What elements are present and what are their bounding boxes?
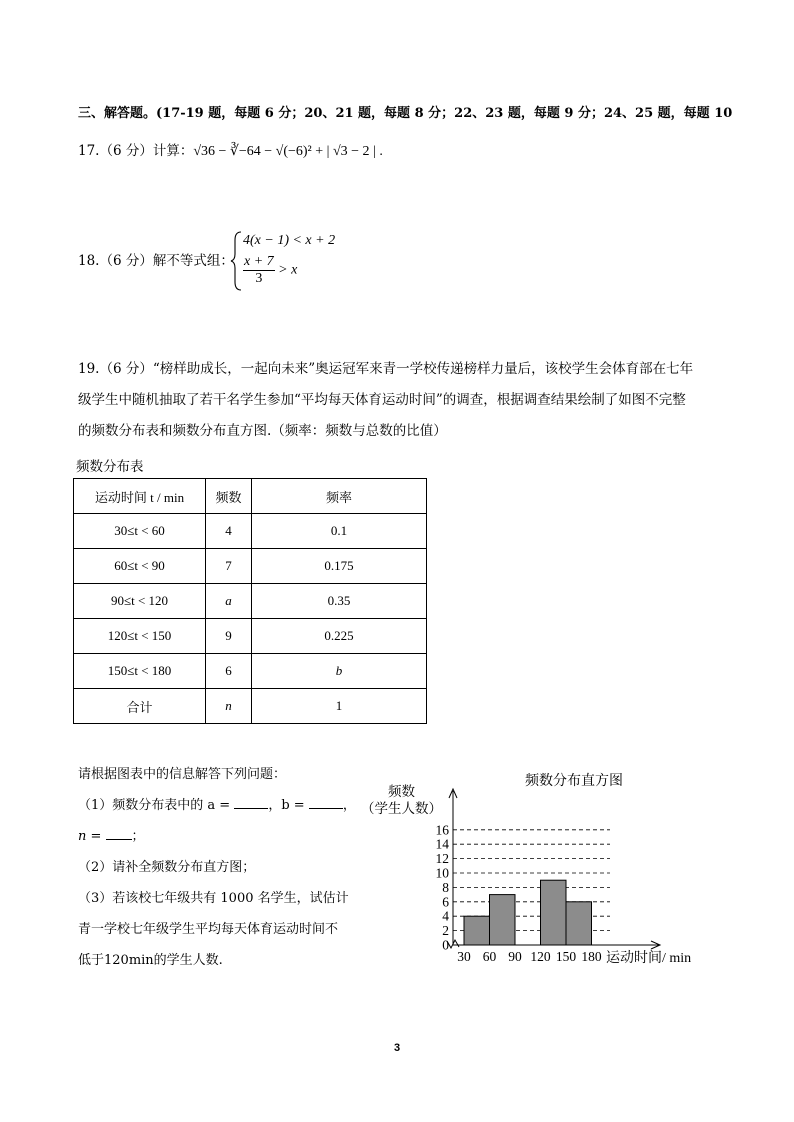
x-tick-label: 60 <box>482 949 497 964</box>
table-header: 频数 <box>206 479 252 514</box>
table-cell: 9 <box>206 619 252 654</box>
histogram-bar <box>541 880 567 945</box>
brace-icon <box>230 230 244 292</box>
answer-blank-n[interactable] <box>106 829 132 840</box>
x-tick-label: 90 <box>508 949 522 964</box>
y-tick-label: 14 <box>435 836 449 852</box>
q19-line3: 的频数分布表和频数分布直方图.（频率：频数与总数的比值） <box>78 423 447 439</box>
q17-label: 17.（6 分）计算： <box>78 143 194 159</box>
table-cell: a <box>206 584 252 619</box>
table-cell: b <box>252 654 427 689</box>
histogram-bar <box>566 902 592 945</box>
q19-part3-line2: 青一学校七年级学生平均每天体育运动时间不 <box>78 922 339 937</box>
q19-line1: 19.（6 分）“榜样助成长，一起向未来”奥运冠军来青一学校传递榜样力量后，该校学生会体育部在七年 <box>78 361 694 377</box>
q18-line1: 4(x − 1) < x + 2 <box>243 233 336 248</box>
table-header-row <box>74 479 427 514</box>
table-header: 运动时间 t / min <box>74 479 206 514</box>
q19-line2: 级学生中随机抽取了若干名学生参加“平均每天体育运动时间”的调查，根据调查结果绘制了如图不完整 <box>78 392 686 408</box>
table-row <box>74 689 427 724</box>
table-title: 频数分布表 <box>76 459 144 475</box>
y-tick-label: 12 <box>435 851 449 867</box>
q19-prompt: 请根据图表中的信息解答下列问题： <box>78 767 287 782</box>
q19-part3-line3: 低于120min的学生人数. <box>78 953 223 968</box>
q18-denominator: 3 <box>255 271 263 286</box>
q19-part3-line1: （3）若该校七年级共有 1000 名学生，试估计 <box>78 891 349 906</box>
q18-numerator: x + 7 <box>244 254 274 269</box>
table-cell: 90≤t < 120 <box>74 584 206 619</box>
part1-a-label: （1）频数分布表中的 a = <box>78 798 231 813</box>
part1-b-label: ，b = <box>268 798 305 813</box>
table-row <box>74 584 427 619</box>
table-cell: 1 <box>252 689 427 724</box>
histogram-bar <box>464 916 490 945</box>
y-axis-label-line1: 频数 <box>388 784 415 799</box>
q17 <box>78 139 383 160</box>
table-cell: 0.1 <box>252 514 427 549</box>
table-cell: 60≤t < 90 <box>74 549 206 584</box>
q19-questions <box>78 759 356 976</box>
table-cell: 150≤t < 180 <box>74 654 206 689</box>
table-cell: 合计 <box>74 689 206 724</box>
q18-rhs: > x <box>278 262 298 278</box>
x-tick-label: 120 <box>530 949 551 964</box>
chart-title: 频数分布直方图 <box>525 774 623 789</box>
y-axis-label-line2: （学生人数） <box>361 801 442 816</box>
table-cell: 4 <box>206 514 252 549</box>
q18-line2 <box>243 254 297 287</box>
q19-text <box>78 354 728 447</box>
part1-end: ； <box>131 829 145 844</box>
q17-expression: √36 − ∛−64 − √(−6)² + | √3 − 2 | . <box>193 144 383 159</box>
y-tick-label: 2 <box>442 923 449 939</box>
x-tick-label: 30 <box>457 949 471 964</box>
table-cell: 0.225 <box>252 619 427 654</box>
histogram-chart <box>360 765 720 975</box>
table-cell: 0.35 <box>252 584 427 619</box>
table-row <box>74 549 427 584</box>
x-tick-label: 150 <box>555 949 577 964</box>
part1-separator: ， <box>342 798 356 813</box>
histogram-bar <box>490 895 516 945</box>
y-tick-label: 6 <box>442 894 449 910</box>
q19-part2: （2）请补全频数分布直方图； <box>78 860 256 875</box>
frequency-table <box>73 478 427 724</box>
table-cell: 30≤t < 60 <box>74 514 206 549</box>
q19-part1-n <box>78 821 356 852</box>
table-cell: 120≤t < 150 <box>74 619 206 654</box>
table-cell: 6 <box>206 654 252 689</box>
y-tick-label: 0 <box>442 937 449 953</box>
table-cell: 0.175 <box>252 549 427 584</box>
y-tick-label: 10 <box>435 865 449 881</box>
part1-n-label: n = <box>78 829 102 844</box>
y-tick-label: 4 <box>442 908 449 924</box>
page-number: 3 <box>393 1042 401 1054</box>
y-tick-label: 16 <box>435 822 449 838</box>
table-cell: 7 <box>206 549 252 584</box>
answer-blank-a[interactable] <box>234 798 268 809</box>
q19-part1 <box>78 790 356 821</box>
answer-blank-b[interactable] <box>309 798 343 809</box>
table-cell: n <box>206 689 252 724</box>
table-header: 频率 <box>252 479 427 514</box>
y-tick-label: 8 <box>442 879 449 895</box>
x-tick-label: 180 <box>581 949 602 964</box>
section-header: 三、解答题。(17-19 题，每题 6 分；20、21 题，每题 8 分；22、23 题，每题 9 分；24、25 题，每题 10 <box>78 106 733 121</box>
table-row <box>74 654 427 689</box>
table-row <box>74 514 427 549</box>
q18-label: 18.（6 分）解不等式组： <box>78 253 234 269</box>
x-axis-label: 运动时间/ min <box>606 951 692 966</box>
table-row <box>74 619 427 654</box>
